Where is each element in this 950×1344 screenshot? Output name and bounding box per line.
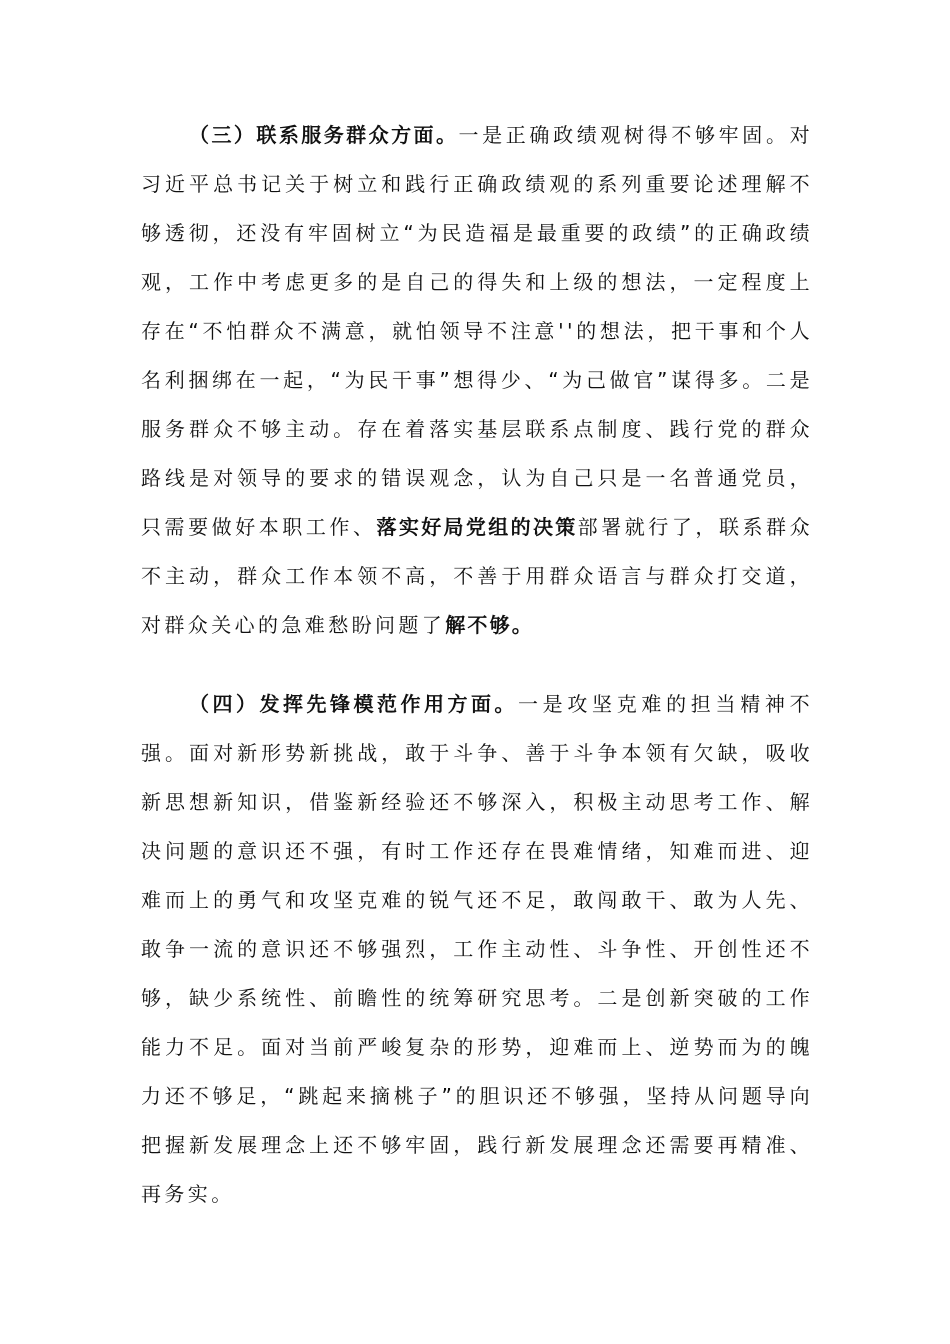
section-3-heading: （三）联系服务群众方面。 [189,123,459,147]
section-4-heading: （四）发挥先锋模范作用方面。 [189,692,518,716]
paragraph-section-4 [141,680,813,1219]
section-3-text-1: 一是正确政绩观树得不够牢固。对习近平总书记关于树立和践行正确政绩观的系列重要论述理解不够透彻，还没有牢固树立“为民造福是最重要的政绩”的正确政绩观，工作中考虑更多的是自己的得失和上级的想法，一定程度上存在“不怕群众不满意，就怕领导不注意''的想法，把干事和个人名利捆绑在一起，“为民干事”想得少、“为己做官”谋得多。二是服务群众不够主动。存在着落实基层联系点制度、践行党的群众路线是对领导的要求的错误观念，认为自己只是一名普通党员，只需要做好本职工作、 [141,123,814,539]
paragraph-section-3 [141,111,813,650]
section-4-text: 一是攻坚克难的担当精神不强。面对新形势新挑战，敢于斗争、善于斗争本领有欠缺，吸收新思想新知识，借鉴新经验还不够深入，积极主动思考工作、解决问题的意识还不强，有时工作还存在畏难情绪，知难而进、迎难而上的勇气和攻坚克难的锐气还不足，敢闯敢干、敢为人先、敢争一流的意识还不够强烈，工作主动性、斗争性、开创性还不够，缺少系统性、前瞻性的统筹研究思考。二是创新突破的工作能力不足。面对当前严峻复杂的形势，迎难而上、逆势而为的魄力还不够足，“跳起来摘桃子”的胆识还不够强，坚持从问题导向把握新发展理念上还不够牢固，践行新发展理念还需要再精准、再务实。 [141,692,813,1206]
section-3-bold-phrase: 落实好局党组的决策 [376,515,578,539]
section-3-text-2: 部署就行了，联系群众不主动，群众工作本领不高，不善于用群众语言与群众打交道，对群众关心的急难愁盼问题了 [141,515,814,637]
section-3-bold-ending: 解不够。 [445,613,535,637]
